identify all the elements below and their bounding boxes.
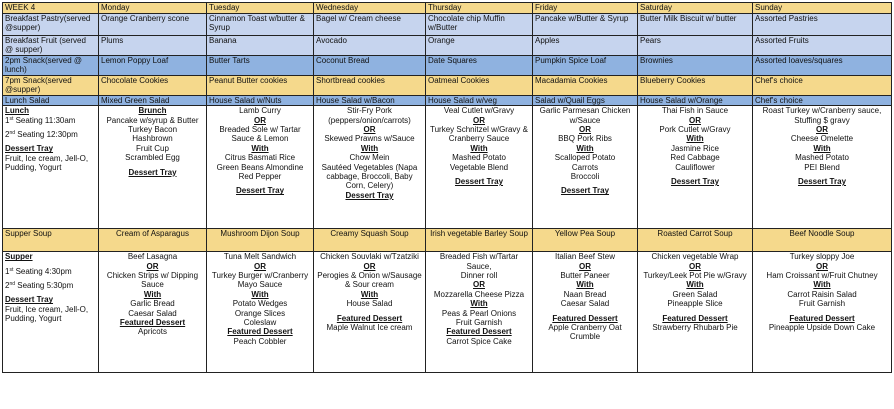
menu-cell: Salad w/Quail Eggs <box>533 95 638 105</box>
menu-line: Dessert Tray <box>560 186 610 196</box>
supper-label-cell <box>3 252 99 373</box>
menu-line: BBQ Pork Ribs <box>558 134 612 144</box>
menu-line: With <box>360 289 379 299</box>
menu-line: Breaded Fish w/Tartar Sauce, <box>439 252 519 271</box>
menu-line: Dinner roll <box>460 271 498 281</box>
menu-cell: Plums <box>99 36 207 56</box>
lunch-day-cell <box>533 106 638 229</box>
menu-line: OR <box>816 261 828 271</box>
menu-cell: Peanut Butter cookies <box>207 75 314 95</box>
menu-line: Featured Dessert <box>446 327 512 337</box>
supper-day-cell <box>314 252 426 373</box>
menu-cell: Orange <box>426 36 533 56</box>
menu-line: Scrambled Egg <box>125 153 180 163</box>
menu-line: With <box>470 299 488 309</box>
supper-day-cell <box>99 252 207 373</box>
header-row <box>3 3 892 14</box>
menu-line: Turkey/Leek Pot Pie w/Gravy <box>643 271 747 281</box>
breakfast-fruit-row <box>3 36 892 56</box>
menu-line: Butter Paneer <box>560 271 610 281</box>
menu-cell: Roasted Carrot Soup <box>638 229 753 252</box>
menu-cell: Macadamia Cookies <box>533 75 638 95</box>
menu-cell: Pumpkin Spice Loaf <box>533 56 638 76</box>
day-header: Sunday <box>753 3 892 14</box>
menu-line: Turkey Schnitzel w/Gravy & Cranberry Sauce <box>430 125 528 144</box>
menu-line: Dessert Tray <box>128 167 177 177</box>
menu-cell: Pancake w/Butter & Syrup <box>533 14 638 36</box>
menu-cell: Cream of Asparagus <box>99 229 207 252</box>
menu-line: Citrus Basmati Rice <box>224 153 296 163</box>
lunch-row <box>3 106 892 229</box>
row-label: 2pm Snack(served @ lunch) <box>3 56 99 76</box>
menu-cell: Brownies <box>638 56 753 76</box>
menu-line: Pork Cutlet w/Gravy <box>659 125 731 135</box>
menu-line: With <box>470 143 488 153</box>
menu-line: Caesar Salad <box>560 299 610 309</box>
menu-line: With <box>576 143 594 153</box>
menu-line: Skewed Prawns w/Sauce <box>324 134 415 144</box>
menu-line: Brunch <box>138 106 167 116</box>
menu-line: With <box>251 143 269 153</box>
row-label: Breakfast Pastry(served @supper) <box>3 14 99 36</box>
supper-day-cell <box>207 252 314 373</box>
menu-cell: Butter Tarts <box>207 56 314 76</box>
menu-line: Naan Bread <box>563 289 607 299</box>
lunch-day-cell <box>638 106 753 229</box>
menu-line: House Salad <box>346 299 393 309</box>
menu-cell: Assorted loaves/squares <box>753 56 892 76</box>
row-label: 7pm Snack(served @supper) <box>3 75 99 95</box>
menu-line: Dessert Tray <box>235 186 285 196</box>
menu-line: OR <box>579 125 591 135</box>
menu-cell: Lemon Poppy Loaf <box>99 56 207 76</box>
menu-line: With <box>813 143 831 153</box>
menu-line: Turkey Bacon <box>127 125 178 135</box>
breakfast-pastry-row <box>3 14 892 36</box>
menu-cell: Coconut Bread <box>314 56 426 76</box>
menu-line: Dessert Tray <box>345 190 394 200</box>
menu-line: Breaded Sole w/ Tartar Sauce & Lemon <box>219 125 301 144</box>
menu-line: Coleslaw <box>243 318 277 328</box>
menu-cell: Pears <box>638 36 753 56</box>
menu-cell: Bagel w/ Cream cheese <box>314 14 426 36</box>
menu-line: OR <box>254 261 266 271</box>
day-header: Monday <box>99 3 207 14</box>
menu-line: Featured Dessert <box>227 327 293 337</box>
menu-line: Featured Dessert <box>662 313 728 323</box>
menu-cell: Irish vegetable Barley Soup <box>426 229 533 252</box>
menu-line: OR <box>146 261 159 271</box>
menu-line: With <box>143 289 162 299</box>
supper-title: Supper <box>5 252 33 262</box>
menu-line: OR <box>816 125 828 135</box>
menu-line: Chicken Souvlaki w/Tzatziki <box>320 252 419 262</box>
menu-line: Featured Dessert <box>789 313 855 323</box>
supper-soup-row <box>3 229 892 252</box>
day-header: Thursday <box>426 3 533 14</box>
menu-line: Apricots <box>138 327 167 337</box>
supper-seating-1: 1st Seating 4:30pm <box>5 266 72 276</box>
menu-line: Stir-Fry Pork (peppers/onion/carrots) <box>328 106 411 125</box>
menu-line: With <box>686 134 704 144</box>
supper-day-cell <box>638 252 753 373</box>
menu-line: Chicken Strips w/ Dipping Sauce <box>106 271 199 290</box>
menu-line: Mashed Potato <box>452 153 506 163</box>
menu-line: Roast Turkey w/Cranberry sauce, Stuffing $ gravy <box>762 106 882 125</box>
menu-line: Dessert Tray <box>670 177 720 187</box>
menu-line: Fruit Cup <box>136 143 169 153</box>
menu-line: Garlic Bread <box>130 299 175 309</box>
lunch-label-cell <box>3 106 99 229</box>
menu-line: PEI Blend <box>804 162 840 172</box>
menu-line: OR <box>579 261 591 271</box>
lunch-dessert-title: Dessert Tray <box>5 144 54 154</box>
menu-cell: Chocolate chip Muffin w/Butter <box>426 14 533 36</box>
menu-line: OR <box>473 115 485 125</box>
menu-line: Veal Cutlet w/Gravy <box>443 106 515 116</box>
day-header: Wednesday <box>314 3 426 14</box>
menu-cell: Mixed Green Salad <box>99 95 207 105</box>
menu-line: Sautéed Vegetables (Napa cabbage, Broccoli, Baby Corn, Celery) <box>321 162 418 191</box>
menu-cell: Date Squares <box>426 56 533 76</box>
menu-line: Pancake w/syrup & Butter <box>106 115 199 125</box>
menu-line: Chicken vegetable Wrap <box>651 252 739 262</box>
lunch-day-cell <box>207 106 314 229</box>
lunch-title: Lunch <box>5 106 29 116</box>
supper-row <box>3 252 892 373</box>
menu-line: Red Cabbage <box>670 153 720 163</box>
menu-cell: Creamy Squash Soup <box>314 229 426 252</box>
lunch-seating-2: 2nd Seating 12:30pm <box>5 130 78 140</box>
menu-line: Turkey sloppy Joe <box>789 252 855 262</box>
menu-line: Jasmine Rice <box>670 143 719 153</box>
menu-line: Green Beans Almondine <box>216 162 304 172</box>
menu-line: OR <box>689 115 701 125</box>
menu-line: Fruit Garnish <box>798 299 846 309</box>
menu-cell: Chocolate Cookies <box>99 75 207 95</box>
menu-cell: Apples <box>533 36 638 56</box>
menu-line: Fruit Garnish <box>455 318 503 328</box>
menu-cell: Oatmeal Cookies <box>426 75 533 95</box>
menu-line: Tuna Melt Sandwich <box>223 252 297 262</box>
menu-line: Featured Dessert <box>552 313 618 323</box>
lunch-day-cell <box>99 106 207 229</box>
lunch-day-cell <box>753 106 892 229</box>
lunch-dessert-desc: Fruit, Ice cream, Jell-O, Pudding, Yogurt <box>5 153 89 173</box>
supper-dessert-title: Dessert Tray <box>5 295 54 305</box>
row-label: Lunch Salad <box>3 95 99 105</box>
menu-line: Italian Beef Stew <box>554 252 616 262</box>
menu-cell: House Salad w/Orange <box>638 95 753 105</box>
menu-line: With <box>251 289 269 299</box>
weekly-menu-table <box>2 2 892 373</box>
menu-cell: Yellow Pea Soup <box>533 229 638 252</box>
menu-line: Turkey Burger w/Cranberry Mayo Sauce <box>211 271 309 290</box>
menu-line: Caesar Salad <box>128 308 177 318</box>
day-header: Tuesday <box>207 3 314 14</box>
day-header: Saturday <box>638 3 753 14</box>
menu-line: Apple Cranberry Oat Crumble <box>548 323 622 342</box>
menu-line: Chow Mein <box>349 153 390 163</box>
menu-line: Dessert Tray <box>797 177 847 187</box>
menu-line: OR <box>254 115 266 125</box>
menu-line: OR <box>689 261 701 271</box>
menu-line: Scalloped Potato <box>554 153 616 163</box>
menu-line: Ham Croissant w/Fruit Chutney <box>766 271 878 281</box>
menu-line: Perogies & Onion w/Sausage & Sour cream <box>317 271 422 290</box>
menu-cell: Shortbread cookies <box>314 75 426 95</box>
menu-line: Lamb Curry <box>239 106 281 116</box>
menu-line: Garlic Parmesan Chicken w/Sauce <box>539 106 631 125</box>
supper-seating-2: 2nd Seating 5:30pm <box>5 281 74 291</box>
menu-line: Featured Dessert <box>119 318 186 328</box>
menu-line: Mozzarella Cheese Pizza <box>433 289 525 299</box>
lunch-salad-row <box>3 95 892 105</box>
menu-cell: Assorted Fruits <box>753 36 892 56</box>
menu-line: Carrot Spice Cake <box>446 336 512 346</box>
menu-line: Dessert Tray <box>454 177 504 187</box>
menu-line: Featured Dessert <box>336 313 403 323</box>
menu-cell: House Salad w/veg <box>426 95 533 105</box>
menu-line: Potato Wedges <box>232 299 288 309</box>
menu-line: Peach Cobbler <box>233 336 287 346</box>
week-label: WEEK 4 <box>3 3 99 14</box>
menu-line: Beef Lasagna <box>127 252 178 262</box>
day-header: Friday <box>533 3 638 14</box>
menu-line: With <box>576 280 594 290</box>
menu-line: Mashed Potato <box>795 153 849 163</box>
menu-cell: Avocado <box>314 36 426 56</box>
menu-line: Vegetable Blend <box>449 162 509 172</box>
menu-cell: Blueberry Cookies <box>638 75 753 95</box>
menu-line: Green Salad <box>672 289 718 299</box>
menu-line: OR <box>363 125 376 135</box>
menu-line: Red Pepper <box>238 172 282 182</box>
menu-line: Cauliflower <box>675 162 715 172</box>
lunch-day-cell <box>314 106 426 229</box>
menu-cell: House Salad w/Nuts <box>207 95 314 105</box>
menu-line: Cheese Omelette <box>790 134 854 144</box>
menu-cell: Banana <box>207 36 314 56</box>
snack-2pm-row <box>3 56 892 76</box>
menu-cell: Assorted Pastries <box>753 14 892 36</box>
menu-cell: Mushroom Dijon Soup <box>207 229 314 252</box>
menu-line: Strawberry Rhubarb Pie <box>652 323 738 333</box>
menu-line: Hashbrown <box>132 134 173 144</box>
supper-day-cell <box>426 252 533 373</box>
snack-7pm-row <box>3 75 892 95</box>
menu-line: With <box>813 280 831 290</box>
menu-line: Pineapple Slice <box>667 299 723 309</box>
lunch-seating-1: 1st Seating 11:30am <box>5 115 76 125</box>
menu-cell: Beef Noodle Soup <box>753 229 892 252</box>
menu-cell: Chef's choice <box>753 95 892 105</box>
menu-line: With <box>686 280 704 290</box>
supper-day-cell <box>753 252 892 373</box>
supper-dessert-desc: Fruit, Ice cream, Jell-O, Pudding, Yogurt <box>5 304 89 324</box>
menu-line: Broccoli <box>570 172 600 182</box>
supper-day-cell <box>533 252 638 373</box>
menu-cell: Orange Cranberry scone <box>99 14 207 36</box>
menu-line: Maple Walnut Ice cream <box>326 323 413 333</box>
row-label: Breakfast Fruit (served @ supper) <box>3 36 99 56</box>
menu-line: Peas & Pearl Onions <box>441 308 517 318</box>
menu-line: Carrot Raisin Salad <box>787 289 857 299</box>
lunch-day-cell <box>426 106 533 229</box>
menu-line: Thai Fish in Sauce <box>661 106 729 116</box>
menu-line: Orange Slices <box>234 308 286 318</box>
menu-cell: Chef's choice <box>753 75 892 95</box>
menu-cell: Butter Milk Biscuit w/ butter <box>638 14 753 36</box>
menu-line: Carrots <box>571 162 599 172</box>
menu-line: With <box>360 143 379 153</box>
row-label: Supper Soup <box>3 229 99 252</box>
menu-cell: House Salad w/Bacon <box>314 95 426 105</box>
menu-line: OR <box>473 280 485 290</box>
menu-line: Pineapple Upside Down Cake <box>768 323 876 333</box>
menu-cell: Cinnamon Toast w/butter & Syrup <box>207 14 314 36</box>
menu-line: OR <box>363 261 376 271</box>
